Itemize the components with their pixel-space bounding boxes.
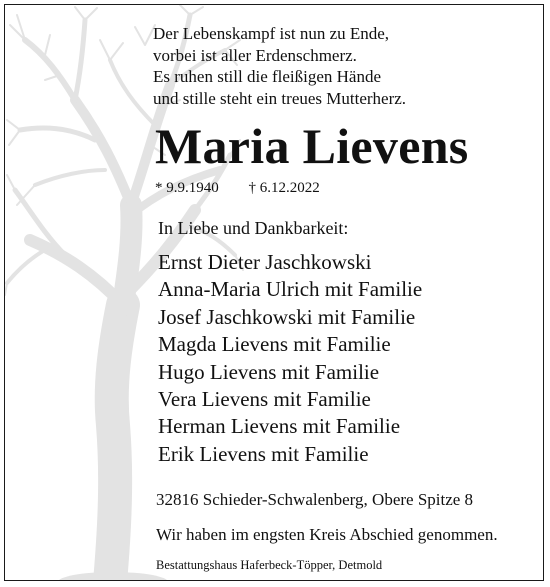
mourner-entry: Anna-Maria Ulrich mit Familie — [158, 277, 423, 302]
birth-date: * 9.9.1940 — [155, 180, 219, 196]
mourners-intro: In Liebe und Dankbarkeit: — [158, 218, 349, 238]
mourner-entry: Hugo Lievens mit Familie — [158, 359, 380, 384]
mourners-list — [158, 249, 422, 468]
farewell-notice: Wir haben im engsten Kreis Abschied genommen. — [156, 525, 498, 544]
obituary-notice — [4, 4, 544, 581]
life-dates — [155, 180, 320, 197]
poem-line: Es ruhen still die fleißigen Hände — [153, 67, 382, 86]
family-address: 32816 Schieder-Schwalenberg, Obere Spitze 8 — [156, 490, 474, 509]
deceased-name: Maria Lievens — [155, 118, 469, 174]
poem-line: vorbei ist aller Erdenschmerz. — [153, 45, 357, 65]
poem-line: und stille steht ein treues Mutterherz. — [153, 88, 407, 108]
mourner-entry: Magda Lievens mit Familie — [158, 332, 391, 357]
mourner-entry: Erik Lievens mit Familie — [158, 441, 369, 466]
poem-line: Der Lebenskampf ist nun zu Ende, — [153, 24, 390, 43]
mourner-entry: Ernst Dieter Jaschkowski — [158, 250, 372, 274]
death-date: † 6.12.2022 — [248, 180, 320, 196]
mourner-entry: Herman Lievens mit Familie — [158, 414, 401, 439]
funeral-home: Bestattungshaus Haferbeck-Töpper, Detmold — [156, 558, 383, 572]
mourner-entry: Vera Lievens mit Familie — [158, 387, 371, 412]
poem-verse — [153, 23, 406, 109]
mourner-entry: Josef Jaschkowski mit Familie — [158, 304, 416, 329]
